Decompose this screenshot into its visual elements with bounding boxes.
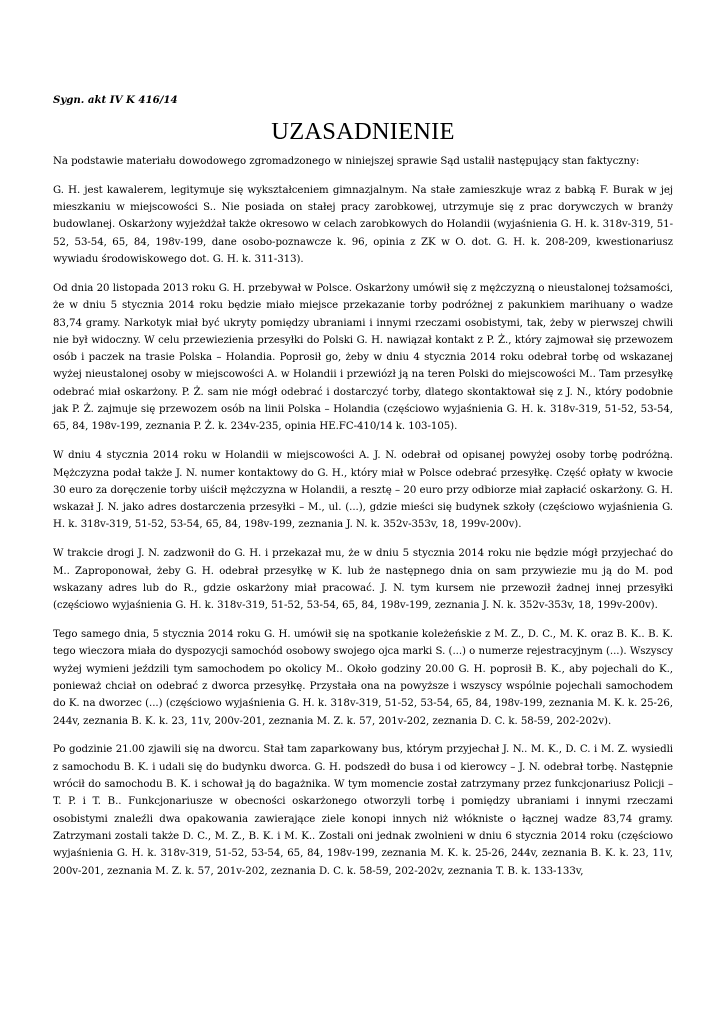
document-page <box>53 94 673 891</box>
paragraph-bag-pickup: W dniu 4 stycznia 2014 roku w Holandii w miejscowości A. J. N. odebrał od opisanej powyżej osoby torbę podróżną. Mężczyzna podał także J. N. numer kontaktowy do G. H., który miał w Polsce odebrać przesyłkę. Część opłaty w kwocie 30 euro za doręczenie torby uiścił mężczyzna w Holandii, a resztę – 20 euro przy odbiorze miał zapłacić oskarżony. G. H. wskazał J. N. jako adres dostarczenia przesyłki – M., ul. (...), gdzie mieści się budynek szkoły (częściowo wyjaśnienia G. H. k. 318v-319, 51-52, 53-54, 65, 84, 198v-199, zeznania J. N. k. 352v-353v, 18, 199v-200v). <box>53 450 673 531</box>
paragraph-defendant-profile: G. H. jest kawalerem, legitymuje się wykształceniem gimnazjalnym. Na stałe zamieszkuje wraz z babką F. Burak w jej mieszkaniu w miejscowości S.. Nie posiada on stałej pracy zarobkowej, utrzymuje się z prac dorywczych w branży budowlanej. Oskarżony wyjeżdżał także okresowo w celach zarobkowych do Holandii (wyjaśnienia G. H. k. 318v-319, 51-52, 53-54, 65, 84, 198v-199, dane osobo-poznawcze k. 96, opinia z ZK w O. dot. G. H. k. 208-209, kwestionariusz wywiadu środowiskowego dot. G. H. k. 311-313). <box>53 184 673 266</box>
case-signature: Sygn. akt IV K 416/14 <box>53 94 178 106</box>
document-title: UZASADNIENIE <box>271 118 455 145</box>
paragraph-arrangement: Od dnia 20 listopada 2013 roku G. H. przebywał w Polsce. Oskarżony umówił się z mężczyzną o nieustalonej tożsamości, że w dniu 5 stycznia 2014 roku będzie miało miejsce przekazanie torby podróżnej z pakunkiem marihuany o wadze 83,74 gramy. Narkotyk miał być ukryty pomiędzy ubraniami i innymi rzeczami osobistymi, tak, żeby w pierwszej chwili nie był widoczny. W celu przewiezienia przesyłki do Polski G. H. nawiązał kontakt z P. Ż., który zajmował się przewozem osób i paczek na trasie Polska – Holandia. Poprosił go, żeby w dniu 4 stycznia 2014 roku odebrał torbę od wskazanej wyżej nieustalonej osoby w miejscowości A. w Holandii i przewiózł ją na teren Polski do miejscowości M.. Tam przesyłkę odebrać miał oskarżony. P. Ż. sam nie mógł odebrać i dostarczyć torby, dlatego skontaktował się z J. N., który podobnie jak P. Ż. zajmuje się przewozem osób na linii Polska – Holandia (częściowo wyjaśnienia G. H. k. 318v-319, 51-52, 53-54, 65, 84, 198v-199, zeznania P. Ż. k. 234v-235, opinia HE.FC-410/14 k. 103-105). <box>53 282 673 433</box>
paragraph-intro: Na podstawie materiału dowodowego zgromadzonego w niniejszej sprawie Sąd ustalił następujący stan faktyczny: <box>53 156 640 167</box>
paragraph-meeting: Tego samego dnia, 5 stycznia 2014 roku G. H. umówił się na spotkanie koleżeńskie z M. Z., D. C., M. K. oraz B. K.. B. K. tego wieczora miała do dyspozycji samochód osobowy swojego ojca marki S. (...) o numerze rejestracyjnym (...). Wszyscy wyżej wymieni jeździli tym samochodem po okolicy M.. Około godziny 20.00 G. H. poprosił B. K., aby pojechali do K., ponieważ chciał on odebrać z dworca przesyłkę. Przystała ona na powyższe i wszyscy wspólnie pojechali samochodem do K. na dworzec (...) (częściowo wyjaśnienia G. H. k. 318v-319, 51-52, 53-54, 65, 84, 198v-199, zeznania M. K. k. 25-26, 244v, zeznania B. K. k. 23, 11v, 200v-201, zeznania M. Z. k. 57, 201v-202, zeznania D. C. k. 58-59, 202-202v). <box>53 629 673 727</box>
paragraph-phone-call: W trakcie drogi J. N. zadzwonił do G. H. i przekazał mu, że w dniu 5 stycznia 2014 roku nie będzie mógł przyjechać do M.. Zaproponował, żeby G. H. odebrał przesyłkę w K. lub że następnego dnia on sam przywiezie mu ją do M. pod wskazany adres lub do R., gdzie oskarżony miał pracować. J. N. tym kursem nie przewoził żadnej innej przesyłki (częściowo wyjaśnienia G. H. k. 318v-319, 51-52, 53-54, 65, 84, 198v-199, zeznania J. N. k. 352v-353v, 18, 199v-200v). <box>53 548 673 612</box>
paragraph-arrest: Po godzinie 21.00 zjawili się na dworcu. Stał tam zaparkowany bus, którym przyjechał J. N.. M. K., D. C. i M. Z. wysiedli z samochodu B. K. i udali się do budynku dworca. G. H. podszedł do busa i od kierowcy – J. N. odebrał torbę. Następnie wrócił do samochodu B. K. i schował ją do bagażnika. W tym momencie został zatrzymany przez funkcjonariusz Policji – T. P. i T. B.. Funkcjonariusze w obecności oskarżonego otworzyli torbę i pomiędzy ubraniami i innymi rzeczami osobistymi znaleźli dwa opakowania zawierające ziele konopi innych niż włókniste o łącznej wadze 83,74 gramy. Zatrzymani zostali także D. C., M. Z., B. K. i M. K.. Zostali oni jednak zwolnieni w dniu 6 stycznia 2014 roku (częściowo wyjaśnienia G. H. k. 318v-319, 51-52, 53-54, 65, 84, 198v-199, zeznania M. K. k. 25-26, 244v, zeznania B. K. k. 23, 11v, 200v-201, zeznania M. Z. k. 57, 201v-202, zeznania D. C. k. 58-59, 202-202v, zeznania T. B. k. 133-133v, <box>53 744 673 877</box>
